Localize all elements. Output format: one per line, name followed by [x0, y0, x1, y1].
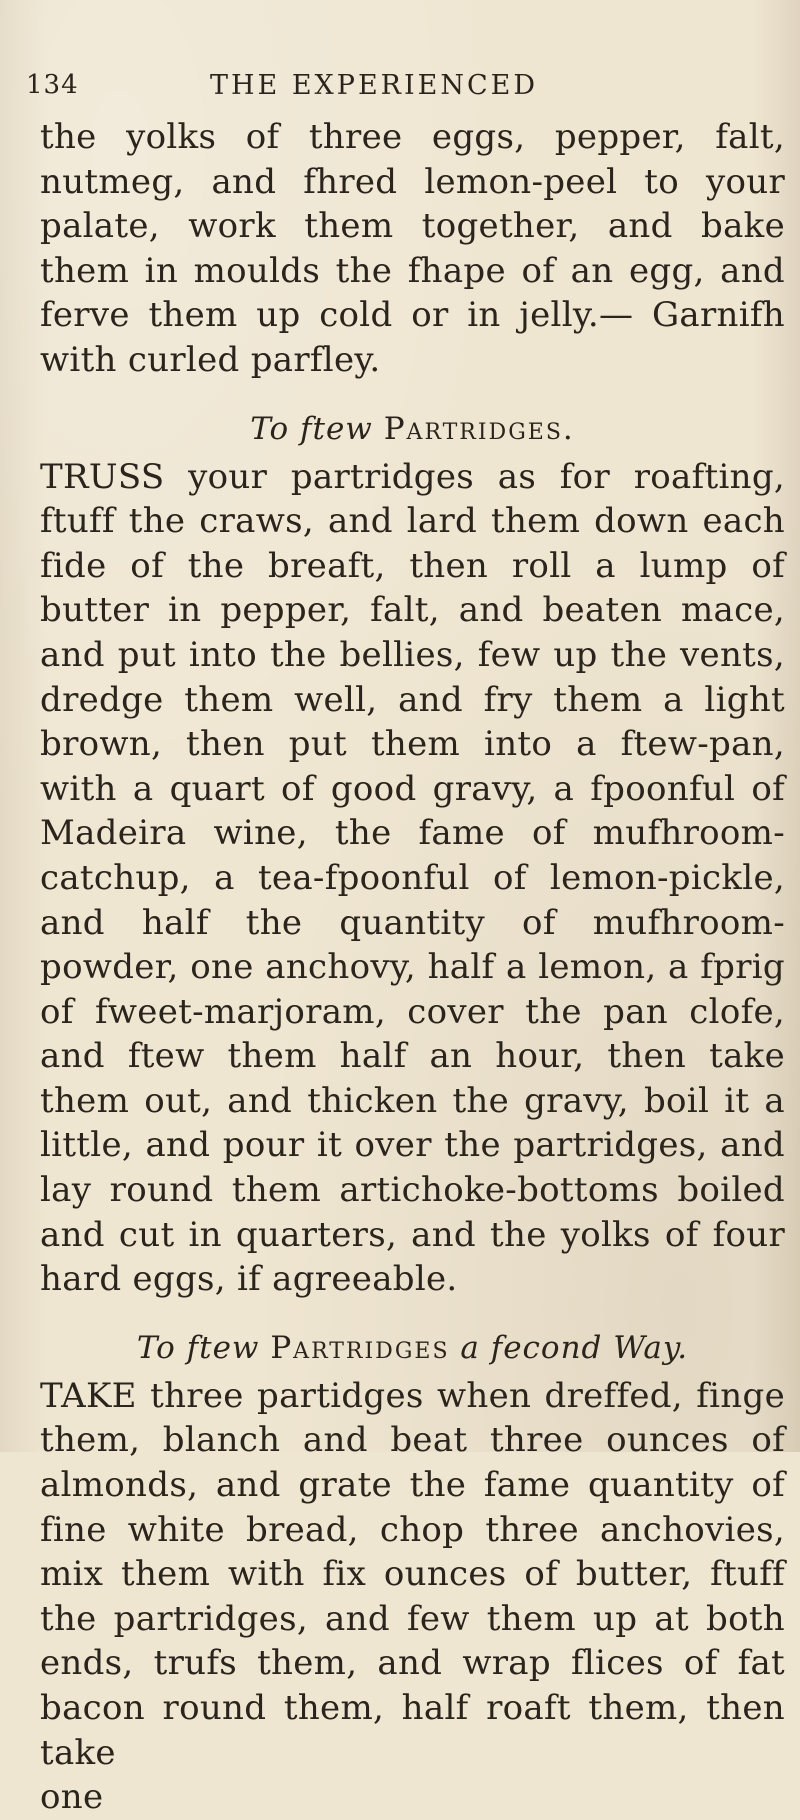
running-head: THE EXPERIENCED	[210, 70, 538, 101]
section-heading-2-caps: Partridges	[270, 1329, 450, 1366]
section-heading-2	[40, 1328, 785, 1368]
page-number: 134	[26, 70, 79, 100]
recipe-paragraph-1: TRUSS your partridges as for roafting, ftuff the craws, and lard them down each fide of the breaft, then roll a lump of butter in pepper, falt, and beaten mace, and put into the bellies, few up the vents, dredge them well, and fry them a light brown, then put them into a ftew-pan, with a quart of good gravy, a fpoonful of Madeira wine, the fame of mufhroom-catchup, a tea-fpoonful of lemon-pickle, and half the quantity of mufhroom-powder, one anchovy, half a lemon, a fprig of fweet-marjoram, cover the pan clofe, and ftew them half an hour, then take them out, and thicken the gravy, boil it a little, and pour it over the partridges, and lay round them artichoke-bottoms boiled and cut in quarters, and the yolks of four hard eggs, if agreeable.	[40, 456, 785, 1300]
continuation-paragraph: the yolks of three eggs, pepper, falt, nutmeg, and fhred lemon-peel to your palate, work them together, and bake them in moulds the fhape of an egg, and ferve them up cold or in jelly.— Garnifh with curled parfley.	[40, 117, 785, 380]
section-heading-1-caps: Partridges.	[383, 410, 575, 447]
recipe-paragraph-2: TAKE three partidges when dreffed, finge them, blanch and beat three ounces of almonds, and grate the fame quantity of fine white bread, chop three anchovies, mix them with fix ounces of butter, ftuff the partridges, and few them up at both ends, trufs them, and wrap flices of fat bacon round them, half roaft them, then take	[40, 1375, 785, 1773]
section-heading-2-italic: To ftew	[136, 1329, 260, 1366]
section-heading-2-tail: a fecond Way.	[460, 1329, 689, 1366]
catchword-line	[40, 1775, 785, 1820]
section-heading-1	[40, 409, 785, 449]
page-content	[40, 115, 785, 1820]
page-header	[0, 62, 800, 102]
section-heading-1-italic: To ftew	[250, 410, 373, 447]
catchword: one	[40, 1777, 104, 1818]
